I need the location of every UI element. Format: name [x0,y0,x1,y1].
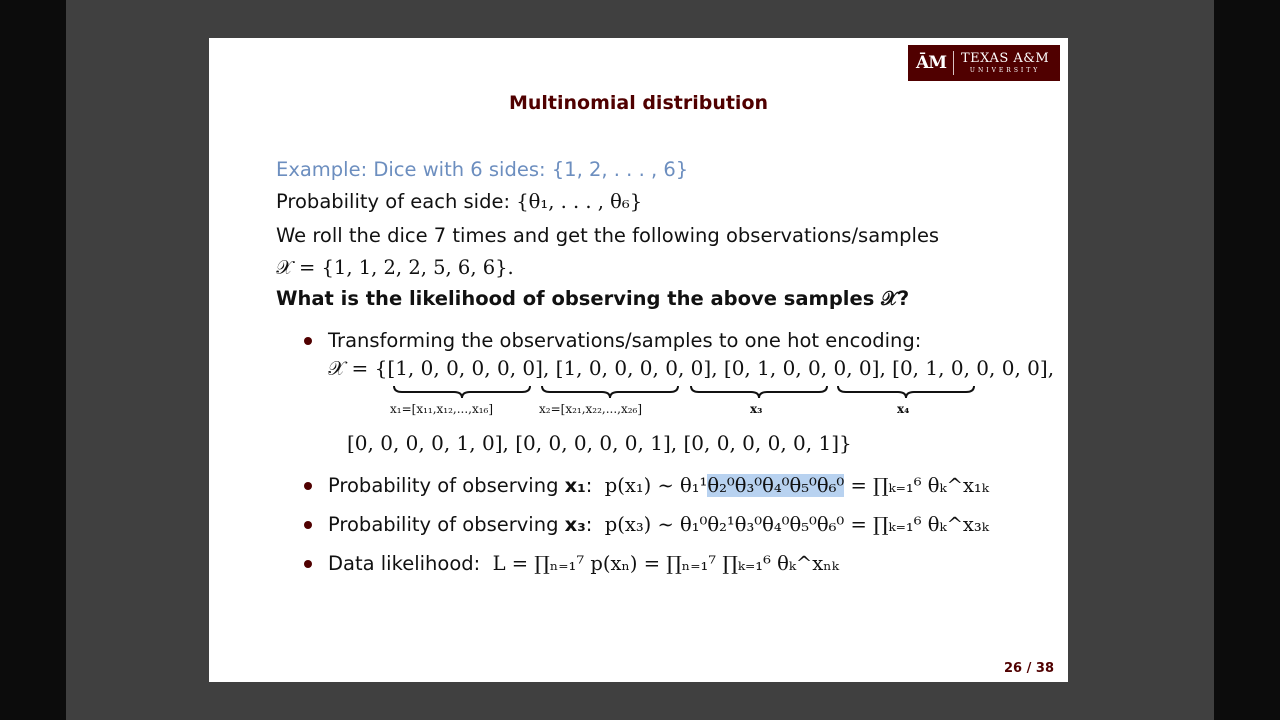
bullet-3-marker [304,521,312,529]
bullet-4-formula: L = ∏ₙ₌₁⁷ p(xₙ) = ∏ₙ₌₁⁷ ∏ₖ₌₁⁶ θₖ^xₙₖ [492,552,839,575]
one-hot-row-2: [0, 0, 0, 0, 1, 0], [0, 0, 0, 0, 0, 1], [0, 0, 0, 0, 0, 1]} [347,431,852,455]
prob-side-set: {θ₁, . . . , θ₆} [516,190,643,213]
brace-label-x4: x₄ [897,402,910,416]
bullet-3-label: Probability of observing [328,513,559,536]
vector-x1: [1, 0, 0, 0, 0, 0] [387,356,543,380]
tamu-logo-mark: ĀM [916,51,954,75]
bullet-2-label: Probability of observing [328,474,559,497]
brace-label-x2: x₂=[x₂₁,x₂₂,...,x₂₆] [539,402,643,416]
vector-x3: [0, 1, 0, 0, 0, 0] [723,356,880,380]
bullet-3-text: Probability of observing x₃: p(x₃) ∼ θ₁⁰θ₂¹θ₃⁰θ₄⁰θ₅⁰θ₆⁰ = ∏ₖ₌₁⁶ θₖ^x₃ₖ [328,513,989,536]
bullet-2-formula-highlight: θ₂⁰θ₃⁰θ₄⁰θ₅⁰θ₆⁰ [707,474,845,497]
bullet-1-marker [304,337,312,345]
right-letterbox [1214,0,1280,720]
page-number: 26 / 38 [1004,661,1054,676]
bullet-3-var: x₃ [564,513,586,536]
vector-x2: [1, 0, 0, 0, 0, 0] [555,356,712,380]
left-letterbox [0,0,66,720]
prob-side-label: Probability of each side: [276,190,511,213]
bullet-2-formula-b: = ∏ₖ₌₁⁶ θₖ^x₁ₖ [850,474,989,497]
prob-side-line [276,190,642,214]
bullet-2-text: Probability of observing x₁: p(x₁) ∼ θ₁¹θ₂⁰θ₃⁰θ₄⁰θ₅⁰θ₆⁰ = ∏ₖ₌₁⁶ θₖ^x₁ₖ [328,474,989,497]
bullet-3-formula: p(x₃) ∼ θ₁⁰θ₂¹θ₃⁰θ₄⁰θ₅⁰θ₆⁰ = ∏ₖ₌₁⁶ θₖ^x₃ₖ [604,513,989,536]
brace-label-x1: x₁=[x₁₁,x₁₂,...,x₁₆] [390,402,494,416]
slide [209,38,1068,682]
set-prefix: 𝒳 = { [328,356,388,380]
roll-line: We roll the dice 7 times and get the following observations/samples [276,224,940,247]
bullet-4-label: Data likelihood: [328,552,481,575]
brace-label-x3: x₃ [750,402,763,416]
bullet-2-marker [304,482,312,490]
bullet-4-text [328,552,839,576]
bullet-2-var: x₁ [564,474,586,497]
slide-title: Multinomial distribution [508,92,769,114]
question-line: What is the likelihood of observing the above samples 𝒳? [276,287,910,310]
one-hot-row-1: 𝒳 = {[1, 0, 0, 0, 0, 0], [1, 0, 0, 0, 0, 0], [0, 1, 0, 0, 0, 0], [0, 1, 0, 0, 0, 0], [328,356,1055,380]
logo-sub-text: UNIVERSITY [969,67,1041,74]
tamu-logo [908,45,1060,81]
bullet-1-text: Transforming the observations/samples to one hot encoding: [328,329,922,352]
samples-line: 𝒳 = {1, 1, 2, 2, 5, 6, 6}. [276,256,514,279]
vector-x4: [0, 1, 0, 0, 0, 0] [892,356,1048,380]
example-line: Example: Dice with 6 sides: {1, 2, . . . , 6} [276,158,689,181]
bullet-2-formula-a: p(x₁) ∼ θ₁¹ [604,474,708,497]
tamu-logo-text [961,52,1049,74]
logo-main-text: TEXAS A&M [961,51,1050,66]
bullet-4-marker [304,560,312,568]
